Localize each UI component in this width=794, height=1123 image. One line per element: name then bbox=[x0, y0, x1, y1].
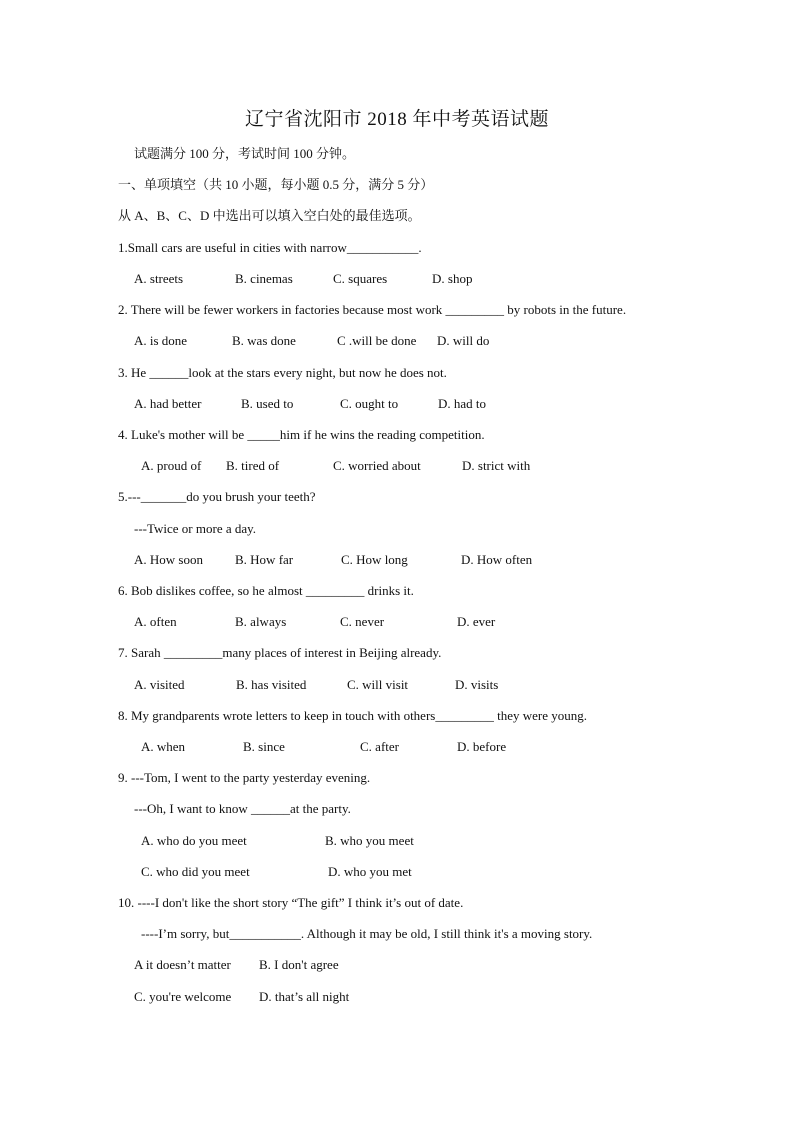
question-7-option-c[interactable]: C. will visit bbox=[347, 677, 409, 692]
question-7-option-d[interactable]: D. visits bbox=[455, 677, 499, 692]
question-2-option-a[interactable]: A. is done bbox=[134, 333, 188, 348]
section-instruction: 从 A、B、C、D 中选出可以填入空白处的最佳选项。 bbox=[118, 208, 421, 223]
question-9-stem: 9. ---Tom, I went to the party yesterday evening. bbox=[118, 770, 371, 785]
question-9-option-a[interactable]: A. who do you meet bbox=[141, 833, 247, 848]
question-10-option-c[interactable]: C. you're welcome bbox=[134, 989, 232, 1004]
question-9-option-d[interactable]: D. who you met bbox=[328, 864, 412, 879]
question-5-option-a[interactable]: A. How soon bbox=[134, 552, 203, 567]
question-10-option-d[interactable]: D. that’s all night bbox=[259, 989, 350, 1004]
question-6-option-d[interactable]: D. ever bbox=[457, 614, 496, 629]
question-6-option-b[interactable]: B. always bbox=[235, 614, 287, 629]
question-7-option-a[interactable]: A. visited bbox=[134, 677, 185, 692]
question-10-option-a[interactable]: A it doesn’t matter bbox=[134, 957, 231, 972]
question-3-option-d[interactable]: D. had to bbox=[438, 396, 487, 411]
question-1-option-c[interactable]: C. squares bbox=[333, 271, 388, 286]
question-3-option-a[interactable]: A. had better bbox=[134, 396, 202, 411]
question-5-option-c[interactable]: C. How long bbox=[341, 552, 408, 567]
question-8-option-a[interactable]: A. when bbox=[141, 739, 186, 754]
question-10-stem: 10. ----I don't like the short story “The gift” I think it’s out of date. bbox=[118, 895, 464, 910]
question-3-option-b[interactable]: B. used to bbox=[241, 396, 294, 411]
question-5-stem: 5.---_______do you brush your teeth? bbox=[118, 489, 316, 504]
question-5-option-d[interactable]: D. How often bbox=[461, 552, 533, 567]
question-9-option-c[interactable]: C. who did you meet bbox=[141, 864, 250, 879]
question-8-stem: 8. My grandparents wrote letters to keep in touch with others_________ they were young. bbox=[118, 708, 587, 723]
question-10-option-b[interactable]: B. I don't agree bbox=[259, 957, 339, 972]
question-2-stem: 2. There will be fewer workers in factories because most work _________ by robots in the future. bbox=[118, 302, 627, 317]
question-6-option-c[interactable]: C. never bbox=[340, 614, 385, 629]
question-9-option-b[interactable]: B. who you meet bbox=[325, 833, 414, 848]
question-2-option-d[interactable]: D. will do bbox=[437, 333, 490, 348]
question-4-option-c[interactable]: C. worried about bbox=[333, 458, 421, 473]
question-2-option-c[interactable]: C .will be done bbox=[337, 333, 417, 348]
question-1-option-b[interactable]: B. cinemas bbox=[235, 271, 293, 286]
question-2-option-b[interactable]: B. was done bbox=[232, 333, 296, 348]
question-8-option-b[interactable]: B. since bbox=[243, 739, 285, 754]
question-1-option-a[interactable]: A. streets bbox=[134, 271, 184, 286]
question-4-option-d[interactable]: D. strict with bbox=[462, 458, 531, 473]
question-1-option-d[interactable]: D. shop bbox=[432, 271, 473, 286]
question-7-option-b[interactable]: B. has visited bbox=[236, 677, 307, 692]
question-4-option-a[interactable]: A. proud of bbox=[141, 458, 202, 473]
section-heading: 一、单项填空（共 10 小题，每小题 0.5 分，满分 5 分） bbox=[118, 177, 434, 192]
question-4-option-b[interactable]: B. tired of bbox=[226, 458, 280, 473]
question-6-stem: 6. Bob dislikes coffee, so he almost _________ drinks it. bbox=[118, 583, 414, 598]
question-7-stem: 7. Sarah _________many places of interest in Beijing already. bbox=[118, 645, 442, 660]
question-4-stem: 4. Luke's mother will be _____him if he wins the reading competition. bbox=[118, 427, 485, 442]
question-8-option-c[interactable]: C. after bbox=[360, 739, 399, 754]
question-3-option-c[interactable]: C. ought to bbox=[340, 396, 399, 411]
question-10-reply: ----I’m sorry, but___________. Although it may be old, I still think it's a moving story. bbox=[141, 926, 593, 941]
question-8-option-d[interactable]: D. before bbox=[457, 739, 507, 754]
exam-intro: 试题满分 100 分，考试时间 100 分钟。 bbox=[134, 146, 356, 161]
question-3-stem: 3. He ______look at the stars every night, but now he does not. bbox=[118, 365, 447, 380]
question-1-stem: 1.Small cars are useful in cities with narrow___________. bbox=[118, 240, 422, 255]
question-5-reply: ---Twice or more a day. bbox=[134, 521, 257, 536]
question-5-option-b[interactable]: B. How far bbox=[235, 552, 294, 567]
question-9-reply: ---Oh, I want to know ______at the party. bbox=[134, 801, 351, 816]
question-6-option-a[interactable]: A. often bbox=[134, 614, 177, 629]
page-title: 辽宁省沈阳市 2018 年中考英语试题 bbox=[244, 109, 549, 130]
